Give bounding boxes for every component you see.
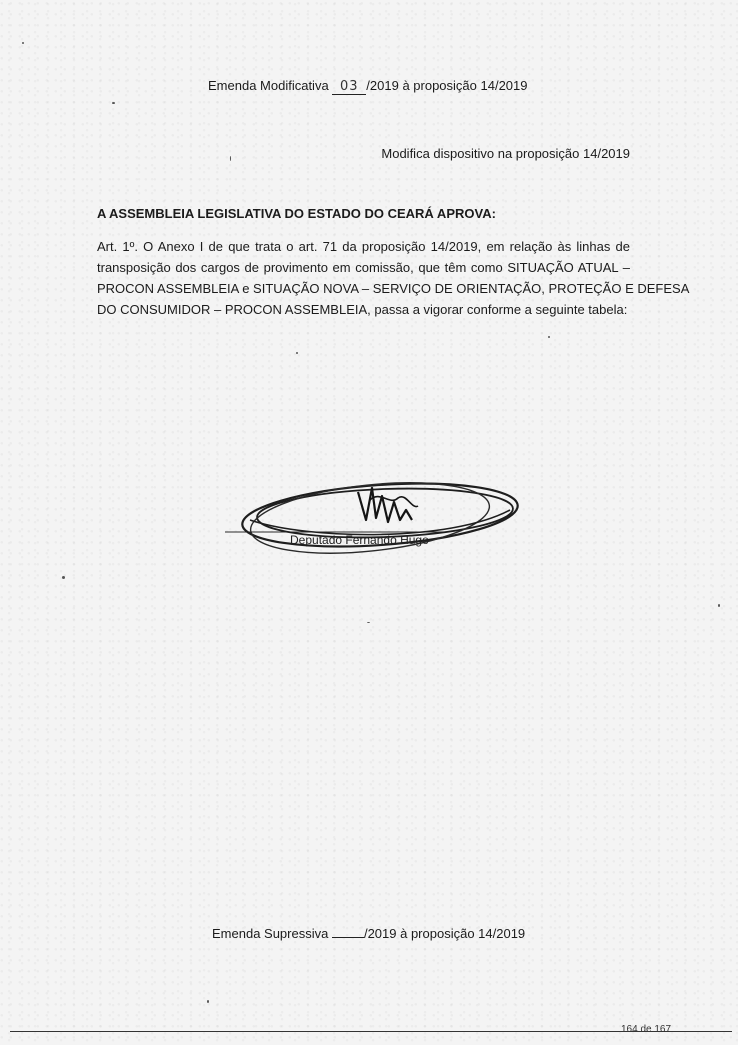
article-line: transposição dos cargos de provimento em comissão, que têm como SITUAÇÃO ATUAL – xyxy=(97,260,630,275)
signer-name: Deputado Fernando Hugo xyxy=(290,533,429,547)
next-amendment-suffix: /2019 à proposição 14/2019 xyxy=(363,926,526,941)
amendment-heading xyxy=(208,78,527,95)
amendment-type: Emenda Modificativa xyxy=(208,78,329,93)
amendment-subtitle: Modifica dispositivo na proposição 14/2019 xyxy=(381,146,630,161)
signature-block xyxy=(220,470,530,560)
article-paragraph xyxy=(97,236,690,320)
amendment-suffix: /2019 à proposição 14/2019 xyxy=(366,78,528,93)
amendment-number: 03 xyxy=(332,80,366,95)
article-line: DO CONSUMIDOR – PROCON ASSEMBLEIA, passa a vigorar conforme a seguinte tabela: xyxy=(97,302,628,317)
scan-speck xyxy=(296,352,298,354)
assembly-title: A ASSEMBLEIA LEGISLATIVA DO ESTADO DO CEARÁ APROVA: xyxy=(97,206,496,221)
amendment-number-blank xyxy=(332,926,364,938)
scan-speck xyxy=(112,102,115,104)
article-line: PROCON ASSEMBLEIA e SITUAÇÃO NOVA – SERVIÇO DE ORIENTAÇÃO, PROTEÇÃO E DEFESA xyxy=(97,281,690,296)
scan-speck xyxy=(207,1000,209,1003)
scan-speck xyxy=(367,622,370,623)
scan-speck xyxy=(22,42,24,44)
article-line: Art. 1º. O Anexo I de que trata o art. 71 da proposição 14/2019, em relação às linhas de xyxy=(97,239,630,254)
next-amendment-type: Emenda Supressiva xyxy=(212,926,329,941)
scan-speck xyxy=(62,576,65,579)
scan-speck xyxy=(548,336,550,338)
page-number: 164 de 167 xyxy=(621,1024,672,1035)
scan-speck xyxy=(230,156,231,161)
scan-speck xyxy=(718,604,720,607)
next-amendment-heading xyxy=(212,926,525,941)
